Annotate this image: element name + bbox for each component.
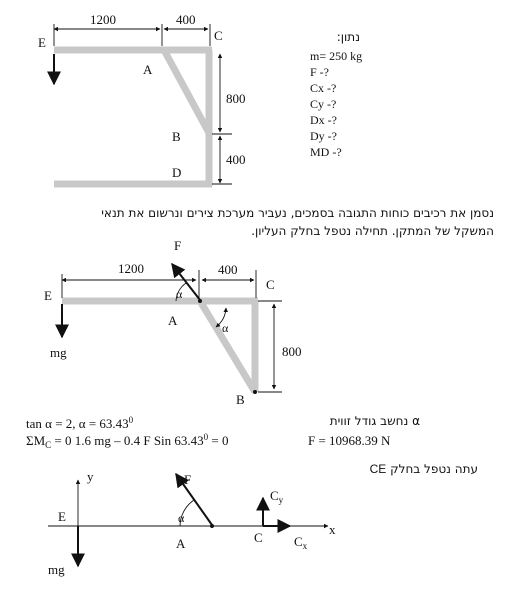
label-e: E	[38, 35, 46, 50]
given-line-cy: Cy -?	[310, 97, 337, 111]
figure-1-frame	[38, 12, 246, 186]
instruction-line-2: המשקל של המתקן. תחילה נטפל בחלק העליון.	[251, 224, 494, 238]
pin-a-2	[198, 299, 202, 303]
label-cy: $C_y$	[270, 488, 284, 505]
label-mg-3: mg	[48, 562, 65, 577]
equation-tan: tan α = 2, $\alpha = 63.43^0$	[26, 415, 134, 431]
given-line-dx: Dx -?	[310, 113, 337, 127]
label-mg-2: mg	[50, 345, 67, 360]
given-title: נתון:	[336, 30, 360, 44]
alpha-label-strut: α	[222, 321, 229, 335]
label-y-3: y	[87, 469, 94, 484]
label-c-3: C	[254, 530, 263, 545]
label-f-2: F	[174, 238, 182, 253]
figure-2-frame	[44, 238, 302, 407]
dim-1200-label-2: 1200	[118, 261, 144, 276]
dim-400-label: 400	[176, 12, 196, 27]
section-3-title-he: עתה נטפל בחלק	[390, 462, 478, 476]
label-a: A	[143, 62, 153, 77]
section-3-title-ce: CE	[369, 462, 387, 476]
label-cx: $C_x$	[294, 534, 308, 551]
angle-note: α נחשב גודל זווית	[329, 414, 420, 428]
label-e-2: E	[44, 288, 52, 303]
label-x-3: x	[329, 522, 336, 537]
alpha-label-f: α	[176, 287, 183, 301]
alpha-label-3: α	[178, 511, 185, 525]
dim-1200-label: 1200	[90, 12, 116, 27]
label-e-3: E	[58, 509, 66, 524]
label-f-3: F	[184, 472, 192, 487]
strut-ab-2	[200, 301, 255, 392]
label-b: B	[172, 129, 181, 144]
equation-result-f: F = 10968.39 N	[308, 433, 391, 448]
label-b-2: B	[236, 392, 245, 407]
pin-a-3	[210, 524, 214, 528]
label-c-2: C	[266, 277, 275, 292]
dim-400v-label: 400	[226, 152, 246, 167]
instruction-line-1: נסמן את רכיבים כוחות התגובה בסמכים, נעביר מערכת צירים ונרשום את תנאי	[101, 206, 494, 220]
strut-ab	[164, 50, 209, 133]
dim-400-label-2: 400	[218, 262, 238, 277]
label-a-3: A	[176, 536, 186, 551]
given-line-cx: Cx -?	[310, 81, 337, 95]
given-line-md: MD -?	[310, 145, 342, 159]
equation-moment: $\Sigma M_C = 0$ 1.6 mg – 0.4 F Sin $63.43^0 = 0$	[26, 432, 229, 450]
label-c: C	[214, 28, 223, 43]
label-d: D	[172, 165, 182, 180]
given-list	[310, 49, 362, 159]
given-line-m: m= 250 kg	[310, 49, 363, 63]
dim-800-label-2: 800	[282, 344, 302, 359]
figure-3-fbd	[48, 469, 336, 577]
label-a-2: A	[168, 313, 178, 328]
given-line-f: F -?	[310, 65, 329, 79]
pin-b-2	[253, 390, 257, 394]
dim-800-label: 800	[226, 91, 246, 106]
section-3-title	[328, 462, 478, 476]
given-line-dy: Dy -?	[310, 129, 337, 143]
